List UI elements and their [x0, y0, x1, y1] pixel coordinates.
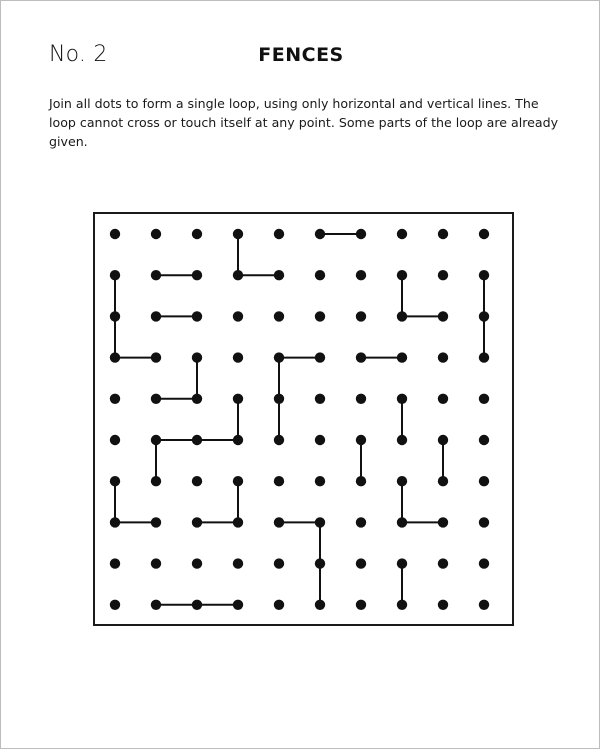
grid-dot[interactable]: [151, 394, 161, 404]
grid-dot[interactable]: [356, 394, 366, 404]
grid-dot[interactable]: [438, 558, 448, 568]
grid-dot[interactable]: [151, 352, 161, 362]
grid-dot[interactable]: [110, 600, 120, 610]
grid-dot[interactable]: [110, 311, 120, 321]
grid-dot[interactable]: [315, 600, 325, 610]
grid-dot[interactable]: [356, 352, 366, 362]
grid-dot[interactable]: [356, 517, 366, 527]
grid-dot[interactable]: [192, 476, 202, 486]
grid-dot[interactable]: [233, 517, 243, 527]
grid-dot[interactable]: [110, 476, 120, 486]
grid-dot[interactable]: [315, 558, 325, 568]
grid-dot[interactable]: [192, 229, 202, 239]
grid-dot[interactable]: [233, 229, 243, 239]
grid-dot[interactable]: [192, 558, 202, 568]
grid-dot[interactable]: [479, 352, 489, 362]
grid-dot[interactable]: [356, 435, 366, 445]
grid-dot[interactable]: [110, 558, 120, 568]
grid-dot[interactable]: [192, 435, 202, 445]
grid-dot[interactable]: [397, 311, 407, 321]
grid-dot[interactable]: [479, 311, 489, 321]
puzzle-title: FENCES: [258, 44, 344, 66]
grid-dot[interactable]: [151, 517, 161, 527]
grid-dot[interactable]: [356, 476, 366, 486]
grid-dot[interactable]: [192, 517, 202, 527]
grid-dot[interactable]: [479, 600, 489, 610]
grid-dot[interactable]: [192, 600, 202, 610]
grid-dot[interactable]: [438, 352, 448, 362]
grid-dot[interactable]: [274, 435, 284, 445]
grid-dot[interactable]: [151, 270, 161, 280]
grid-dot[interactable]: [151, 311, 161, 321]
grid-dot[interactable]: [356, 229, 366, 239]
grid-dot[interactable]: [479, 435, 489, 445]
grid-dot[interactable]: [397, 394, 407, 404]
grid-dot[interactable]: [315, 476, 325, 486]
grid-dot[interactable]: [192, 394, 202, 404]
puzzle-number: No. 2: [49, 42, 108, 67]
grid-dot[interactable]: [397, 558, 407, 568]
grid-dot[interactable]: [151, 600, 161, 610]
grid-dot[interactable]: [151, 435, 161, 445]
grid-dot[interactable]: [274, 517, 284, 527]
grid-dot[interactable]: [315, 435, 325, 445]
grid-dot[interactable]: [233, 600, 243, 610]
grid-dot[interactable]: [479, 517, 489, 527]
grid-dot[interactable]: [233, 270, 243, 280]
grid-dot[interactable]: [110, 394, 120, 404]
grid-dot[interactable]: [479, 476, 489, 486]
grid-dot[interactable]: [110, 229, 120, 239]
grid-dot[interactable]: [315, 270, 325, 280]
grid-dot[interactable]: [192, 352, 202, 362]
grid-dot[interactable]: [397, 229, 407, 239]
grid-dot[interactable]: [151, 229, 161, 239]
grid-dot[interactable]: [356, 311, 366, 321]
grid-dot[interactable]: [438, 435, 448, 445]
puzzle-board: [93, 212, 514, 626]
grid-dot[interactable]: [274, 394, 284, 404]
grid-dot[interactable]: [151, 476, 161, 486]
grid-dot[interactable]: [274, 476, 284, 486]
grid-dot[interactable]: [479, 394, 489, 404]
grid-dot[interactable]: [233, 394, 243, 404]
grid-dot[interactable]: [479, 270, 489, 280]
grid-dot[interactable]: [274, 311, 284, 321]
grid-dot[interactable]: [397, 435, 407, 445]
grid-dot[interactable]: [274, 270, 284, 280]
grid-dot[interactable]: [233, 352, 243, 362]
grid-dot[interactable]: [233, 476, 243, 486]
grid-dot[interactable]: [233, 311, 243, 321]
grid-dot[interactable]: [274, 352, 284, 362]
grid-dot[interactable]: [192, 270, 202, 280]
grid-dot[interactable]: [438, 229, 448, 239]
puzzle-instructions: Join all dots to form a single loop, using only horizontal and vertical lines. The loop cannot cross or touch itself at any point. Some parts of the loop are already given.: [49, 96, 559, 149]
grid-dot[interactable]: [397, 517, 407, 527]
grid-dot[interactable]: [356, 600, 366, 610]
grid-dot[interactable]: [233, 558, 243, 568]
grid-dot[interactable]: [356, 558, 366, 568]
grid-dot[interactable]: [315, 352, 325, 362]
grid-dot[interactable]: [356, 270, 366, 280]
grid-dot[interactable]: [438, 394, 448, 404]
grid-dot[interactable]: [438, 517, 448, 527]
grid-dot[interactable]: [397, 600, 407, 610]
dot-grid: [93, 212, 514, 626]
grid-dot[interactable]: [438, 270, 448, 280]
grid-dot[interactable]: [274, 558, 284, 568]
grid-dot[interactable]: [110, 352, 120, 362]
grid-dot[interactable]: [479, 558, 489, 568]
grid-dot[interactable]: [110, 270, 120, 280]
grid-dot[interactable]: [438, 311, 448, 321]
grid-dot[interactable]: [397, 476, 407, 486]
grid-dot[interactable]: [315, 517, 325, 527]
grid-dot[interactable]: [438, 476, 448, 486]
grid-dot[interactable]: [110, 435, 120, 445]
grid-dot[interactable]: [438, 600, 448, 610]
grid-dot[interactable]: [274, 229, 284, 239]
grid-dot[interactable]: [233, 435, 243, 445]
grid-dot[interactable]: [315, 394, 325, 404]
grid-dot[interactable]: [397, 352, 407, 362]
grid-dot[interactable]: [192, 311, 202, 321]
grid-dot[interactable]: [315, 229, 325, 239]
grid-dot[interactable]: [479, 229, 489, 239]
grid-dot[interactable]: [315, 311, 325, 321]
grid-dot[interactable]: [397, 270, 407, 280]
grid-dot[interactable]: [274, 600, 284, 610]
grid-dot[interactable]: [110, 517, 120, 527]
grid-dot[interactable]: [151, 558, 161, 568]
